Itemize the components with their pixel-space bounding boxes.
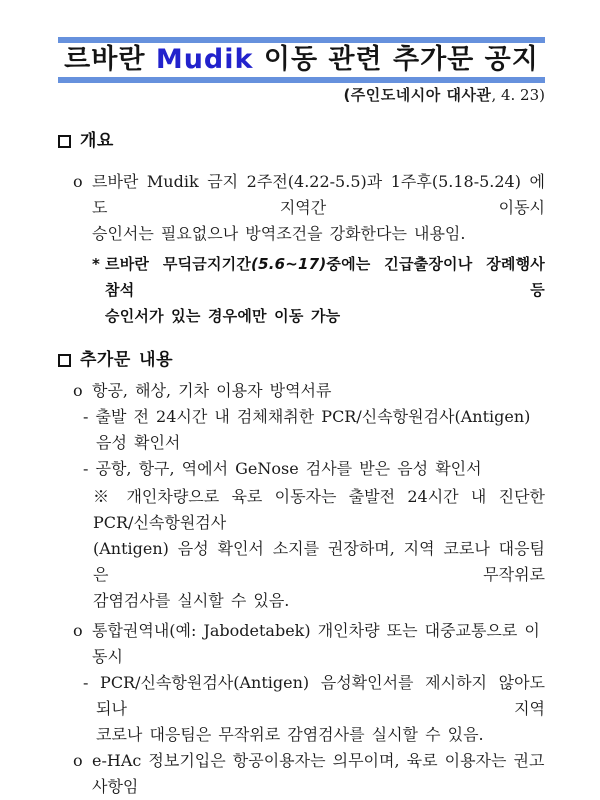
paragraph-line: 통합권역내(예: Jabodetabek) 개인차량 또는 대중교통으로 이동시: [92, 621, 540, 666]
paragraph-line: (Antigen) 음성 확인서 소지를 권장하며, 지역 코로나 대응팀은 무작위로: [93, 539, 545, 584]
paragraph-line: 승인서가 있는 경우에만 이동 가능: [105, 307, 341, 325]
asterisk-bullet: *: [92, 255, 101, 273]
dash-item-genose-certificate: [58, 456, 545, 482]
title-text-pre: 르바란: [64, 44, 156, 75]
circle-bullet: o: [73, 751, 83, 770]
reference-note-private-vehicle: [58, 484, 545, 614]
paragraph-line: 코로나 대응팀은 무작위로 감염검사를 실시할 수 있음.: [96, 725, 484, 744]
note-item-ban-period: [58, 251, 545, 329]
paragraph-line: [105, 251, 545, 303]
note-date-range: (5.6~17): [251, 255, 327, 273]
section-heading-overview: [58, 130, 545, 153]
circle-bullet: o: [73, 381, 83, 400]
paragraph-line: - PCR/신속항원검사(Antigen) 음성확인서를 제시하지 않아도 되나 지역: [83, 673, 545, 718]
document-masthead: [58, 37, 545, 83]
section-heading-label: 개요: [80, 131, 114, 151]
dash-item-pcr-certificate: [58, 404, 545, 456]
circle-bullet: o: [73, 172, 83, 191]
paragraph-line: ※ 개인차량으로 육로 이동자는 출발전 24시간 내 진단한 PCR/신속항원검사: [93, 487, 545, 532]
source-organization: (주인도네시아 대사관: [343, 86, 492, 104]
square-marker-icon: [58, 135, 71, 148]
title-highlight-mudik: Mudik: [155, 44, 254, 75]
title-text-post: 이동 관련 추가문 공지: [253, 44, 539, 75]
paragraph-line: 항공, 해상, 기차 이용자 방역서류: [92, 381, 332, 400]
paragraph-line: 르바란 Mudik 금지 2주전(4.22-5.5)과 1주후(5.18-5.24) 에도 지역간 이동시: [92, 172, 545, 217]
note-text-pre: 르바란 무딕금지기간: [105, 255, 252, 273]
dash-item-jabodetabek-pcr: [58, 670, 545, 748]
paragraph-line: 감염검사를 실시할 수 있음.: [93, 591, 290, 610]
source-date: , 4. 23): [491, 86, 545, 104]
paragraph-line: - 출발 전 24시간 내 검체채취한 PCR/신속항원검사(Antigen) 음성 확인서: [83, 407, 531, 452]
section-heading-contents: [58, 349, 545, 372]
note-text-post: 중에는 긴급출장이나 장례행사 참석 등: [105, 255, 545, 299]
source-byline: [343, 87, 545, 104]
circle-bullet: o: [73, 621, 83, 640]
bullet-item-transport-docs: [58, 378, 545, 404]
title-rule-bottom: [58, 77, 545, 83]
bullet-item-mudik-ban: [58, 169, 545, 247]
bullet-item-jabodetabek: [58, 618, 545, 670]
section-heading-label: 추가문 내용: [80, 350, 174, 370]
paragraph-line: - 공항, 항구, 역에서 GeNose 검사를 받은 음성 확인서: [83, 459, 482, 478]
paragraph-line: e-HAc 정보기입은 항공이용자는 의무이며, 육로 이용자는 권고사항임: [92, 751, 545, 796]
square-marker-icon: [58, 354, 71, 367]
document-body: [58, 120, 545, 800]
paragraph-line: 승인서는 필요없으나 방역조건을 강화한다는 내용임.: [92, 224, 466, 243]
document-title: [58, 43, 545, 77]
bullet-item-ehac: [58, 748, 545, 800]
